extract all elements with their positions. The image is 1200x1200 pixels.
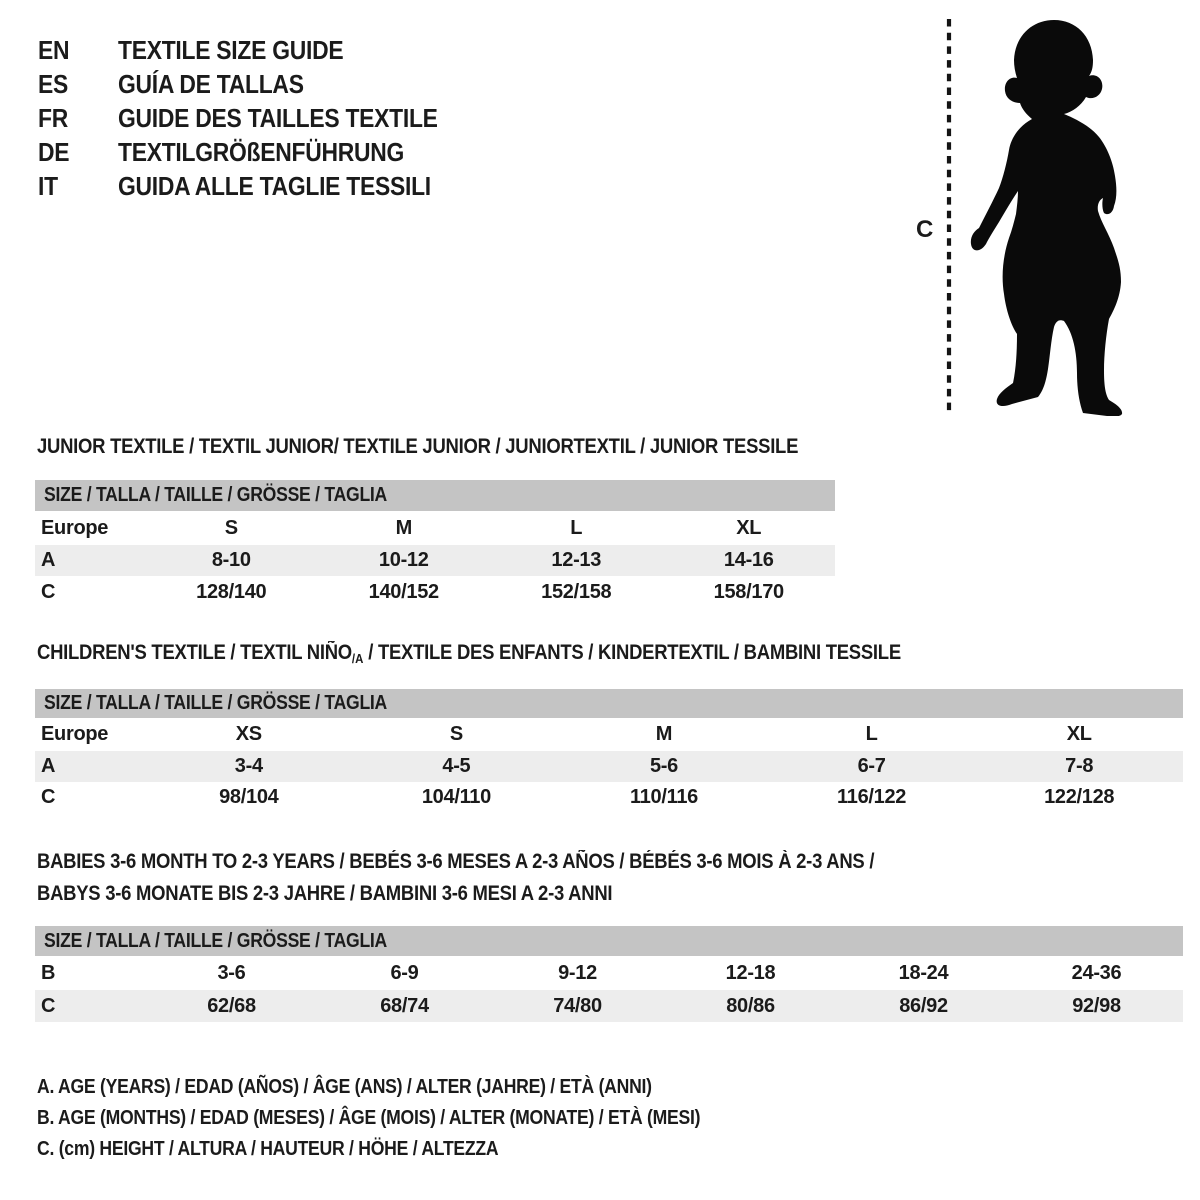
size-cell: L [570, 516, 583, 539]
footnote-a: A. AGE (YEARS) / EDAD (AÑOS) / ÂGE (ANS) / ALTER (JAHRE) / ETÀ (ANNI) [37, 1076, 652, 1098]
age-cell: 10-12 [378, 549, 429, 571]
row-label: C [41, 786, 56, 808]
footnotes-block [37, 1072, 791, 1165]
row-label: Europe [41, 516, 109, 539]
size-cell: S [224, 516, 238, 539]
size-cell: M [395, 516, 412, 539]
height-cell: 122/128 [1044, 786, 1115, 808]
height-cell: 74/80 [553, 994, 602, 1017]
measure-label-c: C [916, 216, 934, 243]
height-cell: 152/158 [541, 580, 612, 603]
language-title: GUÍA DE TALLAS [118, 68, 304, 99]
table-row [35, 718, 1183, 751]
footnote-c: C. (cm) HEIGHT / ALTURA / HAUTEUR / HÖHE / ALTEZZA [37, 1138, 499, 1160]
language-title: GUIDA ALLE TAGLIE TESSILI [118, 170, 431, 201]
row-label: C [41, 580, 56, 603]
children-section-title: CHILDREN'S TEXTILE / TEXTIL NIÑO/A / TEXTILE DES ENFANTS / KINDERTEXTIL / BAMBINI TESSILE [37, 641, 901, 666]
language-code: ES [38, 68, 69, 99]
size-cell: XL [736, 516, 762, 539]
junior-size-header-band: SIZE / TALLA / TAILLE / GRÖSSE / TAGLIA [35, 480, 835, 511]
row-label: C [41, 994, 56, 1017]
junior-section-title: JUNIOR TEXTILE / TEXTIL JUNIOR/ TEXTILE JUNIOR / JUNIORTEXTIL / JUNIOR TESSILE [37, 435, 799, 458]
age-cell: 5-6 [649, 755, 678, 777]
language-title: GUIDE DES TAILLES TEXTILE [118, 102, 438, 133]
height-cell: 86/92 [899, 994, 948, 1017]
height-cell: 128/140 [196, 580, 267, 603]
language-row-es [38, 67, 481, 101]
language-title: TEXTILE SIZE GUIDE [118, 34, 344, 65]
age-cell: 9-12 [558, 961, 597, 984]
age-cell: 12-18 [725, 961, 776, 984]
age-cell: 12-13 [551, 549, 602, 571]
language-title: TEXTILGRÖßENFÜHRUNG [118, 136, 405, 167]
age-cell: 3-6 [217, 961, 246, 984]
size-cell: L [865, 723, 878, 745]
table-row [35, 511, 835, 545]
row-label: A [41, 549, 56, 571]
height-measure-dashed-line [944, 16, 954, 418]
age-cell: 6-7 [857, 755, 886, 777]
language-code: EN [38, 34, 70, 65]
height-cell: 98/104 [219, 786, 279, 808]
junior-size-table [35, 480, 835, 608]
table-row [35, 576, 835, 608]
age-cell: 8-10 [211, 549, 251, 571]
language-code: DE [38, 136, 70, 167]
age-cell: 6-9 [390, 961, 419, 984]
footnote-b: B. AGE (MONTHS) / EDAD (MESES) / ÂGE (MOIS) / ALTER (MONATE) / ETÀ (MESI) [37, 1107, 701, 1129]
row-label: B [41, 961, 56, 984]
babies-section-title-line2: BABYS 3-6 MONATE BIS 2-3 JAHRE / BAMBINI 3-6 MESI A 2-3 ANNI [37, 882, 613, 905]
height-cell: 158/170 [713, 580, 784, 603]
table-row [35, 990, 1183, 1022]
size-cell: S [449, 723, 463, 745]
height-cell: 140/152 [368, 580, 439, 603]
language-code: FR [38, 102, 68, 133]
language-title-block [38, 33, 481, 203]
table-row [35, 545, 835, 576]
size-cell: XL [1066, 723, 1092, 745]
babies-section-title-line1: BABIES 3-6 MONTH TO 2-3 YEARS / BEBÉS 3-6 MESES A 2-3 AÑOS / BÉBÉS 3-6 MOIS À 2-3 ANS / [37, 850, 875, 873]
table-row [35, 956, 1183, 990]
age-cell: 24-36 [1071, 961, 1122, 984]
nino-a-subscript: /A [351, 651, 364, 666]
babies-size-header-band: SIZE / TALLA / TAILLE / GRÖSSE / TAGLIA [35, 926, 1183, 956]
children-size-table [35, 689, 1183, 813]
table-row [35, 751, 1183, 782]
language-row-de [38, 135, 481, 169]
height-cell: 62/68 [207, 994, 256, 1017]
height-cell: 68/74 [380, 994, 429, 1017]
toddler-silhouette-icon [966, 10, 1142, 416]
height-cell: 92/98 [1072, 994, 1121, 1017]
row-label: Europe [41, 723, 109, 745]
height-cell: 80/86 [726, 994, 775, 1017]
language-row-fr [38, 101, 481, 135]
language-row-en [38, 33, 481, 67]
age-cell: 7-8 [1065, 755, 1094, 777]
height-cell: 110/116 [629, 786, 698, 808]
size-cell: XS [235, 723, 262, 745]
age-cell: 14-16 [723, 549, 774, 571]
language-row-it [38, 169, 481, 203]
row-label: A [41, 755, 56, 777]
height-cell: 116/122 [837, 786, 907, 808]
height-cell: 104/110 [421, 786, 491, 808]
age-cell: 3-4 [234, 755, 263, 777]
size-cell: M [655, 723, 673, 745]
table-row [35, 782, 1183, 813]
language-code: IT [38, 170, 58, 201]
age-cell: 18-24 [898, 961, 949, 984]
age-cell: 4-5 [442, 755, 471, 777]
babies-size-table [35, 926, 1183, 1022]
children-size-header-band: SIZE / TALLA / TAILLE / GRÖSSE / TAGLIA [35, 689, 1183, 718]
